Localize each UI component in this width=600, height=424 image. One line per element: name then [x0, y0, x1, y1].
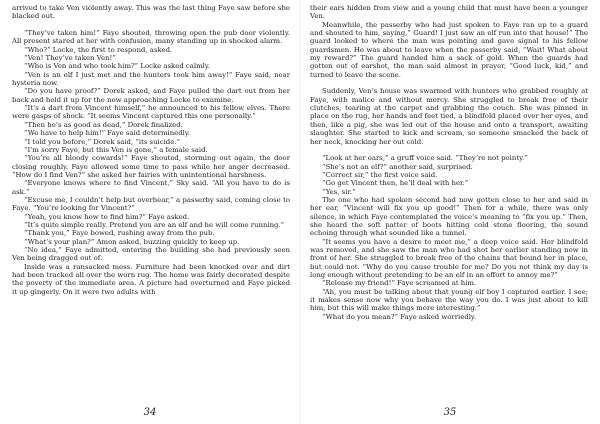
paragraph: “Who?” Locke, the first to respond, asked. — [24, 45, 173, 54]
paragraph: “Excuse me, I couldn’t help but overhear,” a passerby said, coming close to Faye. “You’re looking for Vincent?” — [12, 195, 290, 213]
paragraph: “Who is Ven and who took him?” Locke asked calmly. — [24, 62, 210, 71]
paragraph: “Everyone knows where to find Vincent,” Sky said. “All you have to do is ask.” — [12, 179, 290, 196]
paragraph: “Then he’s as good as dead,” Dorek finalized. — [24, 120, 183, 129]
paragraph: “They’ve taken him!” Faye shouted, throwing open the pub door violently. All present stared at her with confusion, many standing up in shocked alarm. — [12, 29, 290, 46]
paragraph: “I’m sorry Faye, but this Ven is gone,” a female said. — [24, 145, 208, 154]
paragraph: “Look at her ears,” a gruff voice said. “They’re not pointy.” — [322, 154, 528, 163]
paragraph: “I told you before,” Dorek said, “its suicide.” — [24, 137, 181, 146]
paragraph: “No idea,” Faye admitted, entering the building she had previously seen Ven being dragged out of. — [12, 245, 290, 263]
paragraph: “What do you mean?” Faye asked worriedly. — [322, 312, 477, 321]
page-number-right: 35 — [443, 407, 457, 418]
paragraph: “Ven is an elf I just met and the hunters took him away!” Faye said, near hysteria now. — [12, 70, 290, 88]
page-number-left: 34 — [143, 407, 157, 418]
paragraph: “Yes, sir.” — [322, 187, 356, 196]
paragraph: “Release my friend!” Faye screamed at him. — [322, 279, 477, 288]
paragraph: “Ven! They’ve taken Ven!” — [24, 54, 116, 63]
right-page-text — [310, 4, 588, 408]
paragraph: “Do you have proof?” Dorek asked, and Faye pulled the dart out from her back and held it up for the now approaching Locke to examine. — [12, 87, 290, 104]
paragraph: arrived to take Ven violently away. This was the last thing Faye saw before she blacked out. — [12, 4, 290, 21]
paragraph: “Thank you,” Faye bowed, rushing away from the pub. — [24, 229, 215, 238]
paragraph: Meanwhile, the passerby who had just spoken to Faye ran up to a guard and shouted to him, saying,” Guard! I just saw an elf run into that house!” The guard looked to where the man was pointing and gave signal to his fellow guardsmen. He was about to leave when the passerby said, “Wait! What about my reward?” The guard handed him a sack of gold. When the guards had gotten out of earshot, the man said almost in prayer, “Good luck, kid,” and turned to leave the scene. — [310, 20, 588, 79]
paragraph: Inside was a ransacked mess. Furniture had been knocked over and dirt had been tracked all over the worn rug. The home was fairly decorated despite the poverty of the immediate area. A picture had overturned and Faye picked it up gingerly. On it were two adults with — [12, 262, 290, 296]
paragraph: Suddenly, Ven’s house was swarmed with hunters who grabbed roughly at Faye, with malice and without mercy. She struggled to break free of their clutches, tearing at the carpet and grabbing the couch. She was pinned in place on the rug, her hands and feet tied, a blindfold placed over her eyes, and then, like a pig, she was led out of the house and onto a transport, awaiting slaughter. She started to kick and scream, so someone smacked the back of her neck, knocking her out cold. — [310, 87, 588, 146]
paragraph: “It’s quite simple really. Pretend you are an elf and he will come running.” — [24, 220, 285, 229]
paragraph: “Ah, you must be talking about that young elf boy I captured earlier. I see; it makes sense now why you behave the way you do. I was just about to kill him, but this will make things more interesting.” — [310, 287, 588, 313]
paragraph: “It seems you have a desire to meet me,” a deep voice said. Her blindfold was removed, and she saw the man who had shot her earlier standing now in front of her. She struggled to break free of the chains that bound her in place, but could not. “Why do you cause trouble for me? Do you not think my day is long enough without pretending to be an elf in an effort to annoy me?” — [310, 237, 588, 279]
paragraph: The one who had spoken second had now gotten close to her and said in her ear, “Vincent will fix you up good!” Then for a while, there was only silence, in which Faye contemplated the voice’s meaning to “fix you up.” Then, she heard the soft patter of boots hitting cold stone flooring, the sound echoing through what sounded like a tunnel. — [310, 195, 588, 238]
paragraph: “We have to help him!” Faye said determinedly. — [24, 129, 190, 138]
paragraph: “What’s your plan?” Amon asked, buzzing quickly to keep up. — [24, 237, 240, 246]
left-page-text — [12, 4, 290, 408]
paragraph: “Yeah, you know how to find him?” Faye asked. — [24, 212, 190, 221]
paragraph: “Go get Vincent then, he’ll deal with her.” — [322, 179, 469, 188]
paragraph: “You’re all bloody cowards!” Faye shouted, storming out again, the door closing roughly. Faye allowed some time to pass while her anger decreased. “How do I find Ven?” she asked her fairies with unintentional harshness. — [12, 154, 290, 179]
paragraph: “Correct sir,” the first voice said. — [322, 170, 438, 179]
paragraph: “She’s not an elf?” another said, surprised. — [322, 162, 473, 171]
paragraph: “It’s a dart from Vincent himself,” he announced to his fellow elves. There were gasps of shock. “It seems Vincent captured this one personally.” — [12, 104, 290, 121]
right-page — [300, 0, 600, 424]
paragraph: their ears hidden from view and a young child that must have been a younger Ven. — [310, 4, 588, 21]
